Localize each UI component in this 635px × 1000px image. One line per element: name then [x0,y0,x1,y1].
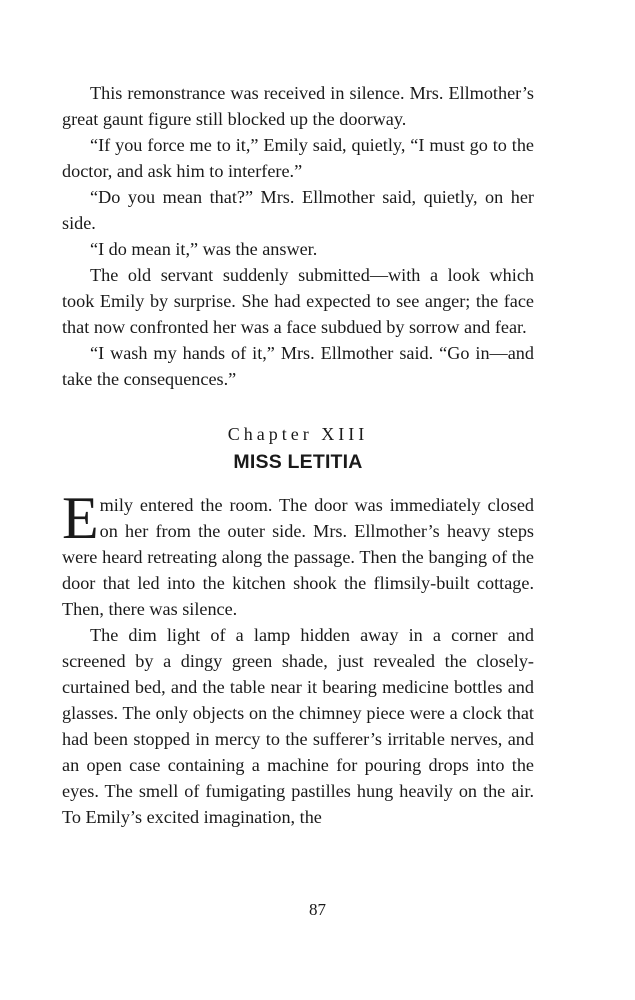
paragraph: “I do mean it,” was the answer. [90,239,318,259]
paragraph: “I wash my hands of it,” Mrs. Ellmother said. “Go in—and take the consequences.” [62,343,534,389]
paragraph: “If you force me to it,” Emily said, quietly, “I must go to the doctor, and ask him to interfere.” [62,135,534,181]
page-number: 87 [309,900,326,919]
chapter-opening-paragraph [62,485,534,622]
chapter-title: MISS LETITIA [233,451,363,473]
paragraph: “Do you mean that?” Mrs. Ellmother said, quietly, on her side. [62,187,534,233]
chapter-heading [62,420,534,476]
paragraph: This remonstrance was received in silence. Mrs. Ellmother’s great gaunt figure still blocked up the doorway. [62,83,534,129]
drop-cap: E [62,485,99,551]
paragraph: The old servant suddenly submitted—with a look which took Emily by surprise. She had expected to see anger; the face that now confronted her was a face subdued by sorrow and fear. [62,265,534,337]
paragraph: The dim light of a lamp hidden away in a corner and screened by a dingy green shade, just revealed the closely-curtained bed, and the table near it bearing medicine bottles and glasses. The only objects on the chimney piece were a clock that had been stopped in mercy to the sufferer’s irritable nerves, and an open case containing a machine for pouring drops into the eyes. The smell of fumigating pastilles hung heavily on the air. To Emily’s excited imagination, the [62,625,534,827]
chapter-number: Chapter XIII [227,424,369,444]
opening-text: mily entered the room. The door was immediately closed on her from the outer side. Mrs. Ellmother’s heavy steps were heard retreating along the passage. Then the banging of the door that led into the kitchen shook the flimsily-built cottage. Then, there was silence. [62,495,534,619]
page-body [62,80,534,830]
